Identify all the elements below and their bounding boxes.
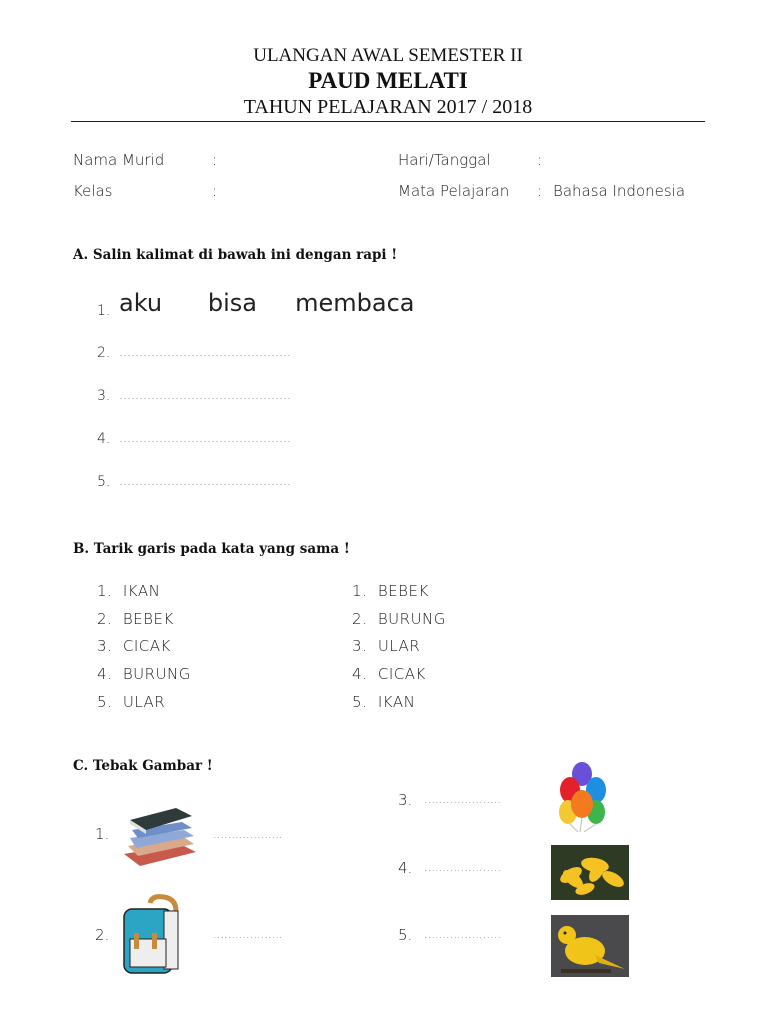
- mapel-colon: :: [537, 182, 543, 200]
- c-item-4-num: 4.: [398, 859, 413, 877]
- a-item-5-num: 5.: [97, 474, 111, 490]
- b-left-1: 1. IKAN: [97, 582, 161, 600]
- a-item-3-blank: …………………………………….: [119, 388, 291, 402]
- a-item-2-num: 2.: [97, 345, 111, 361]
- header-divider: [71, 121, 705, 122]
- balloons-picture: [556, 760, 612, 835]
- mapel-value: Bahasa Indonesia: [553, 182, 686, 200]
- b-left-5: 5. ULAR: [97, 693, 166, 711]
- yellow-bird-picture: [551, 915, 629, 977]
- c-item-3-blank: …………………: [424, 793, 501, 806]
- mapel-label: Mata Pelajaran: [398, 182, 510, 200]
- a-item-3-num: 3.: [97, 388, 111, 404]
- a-item-5-blank: …………………………………….: [119, 474, 291, 488]
- b-left-2: 2. BEBEK: [97, 610, 174, 628]
- c-item-2-blank: ……………….: [213, 928, 283, 941]
- section-a-title: A. Salin kalimat di bawah ini dengan rapi !: [73, 247, 398, 263]
- b-right-5: 5. IKAN: [352, 693, 416, 711]
- a-item-1-num: 1.: [97, 303, 111, 319]
- c-item-5-blank: …………………: [424, 928, 501, 941]
- section-c-title: C. Tebak Gambar !: [73, 758, 213, 774]
- c-item-3-num: 3.: [398, 791, 413, 809]
- c-item-4-blank: …………………: [424, 861, 501, 874]
- c-item-1-blank: ……………….: [213, 828, 283, 841]
- c-item-2-num: 2.: [95, 926, 110, 944]
- yellow-flowers-picture: [551, 845, 629, 900]
- a-item-4-blank: …………………………………….: [119, 431, 291, 445]
- c-item-1-num: 1.: [95, 825, 110, 843]
- b-right-1: 1. BEBEK: [352, 582, 429, 600]
- c-item-5-num: 5.: [398, 926, 413, 944]
- school-name: PAUD MELATI: [308, 68, 468, 93]
- b-right-3: 3. ULAR: [352, 637, 421, 655]
- b-right-2: 2. BURUNG: [352, 610, 446, 628]
- nama-colon: :: [212, 151, 218, 169]
- nama-label: Nama Murid: [73, 151, 165, 169]
- a-item-2-blank: …………………………………….: [119, 345, 291, 359]
- school-year: TAHUN PELAJARAN 2017 / 2018: [243, 96, 533, 118]
- b-left-3: 3. CICAK: [97, 637, 171, 655]
- books-picture: [120, 806, 200, 868]
- a-item-1-text: aku bisa membaca: [119, 289, 415, 317]
- a-item-4-num: 4.: [97, 431, 111, 447]
- hari-label: Hari/Tanggal: [398, 151, 491, 169]
- backpack-picture: [120, 893, 190, 979]
- header-title: ULANGAN AWAL SEMESTER II: [253, 45, 523, 66]
- section-b-title: B. Tarik garis pada kata yang sama !: [73, 541, 350, 557]
- kelas-label: Kelas: [73, 182, 113, 200]
- hari-colon: :: [537, 151, 543, 169]
- kelas-colon: :: [212, 182, 218, 200]
- b-left-4: 4. BURUNG: [97, 665, 191, 683]
- b-right-4: 4. CICAK: [352, 665, 426, 683]
